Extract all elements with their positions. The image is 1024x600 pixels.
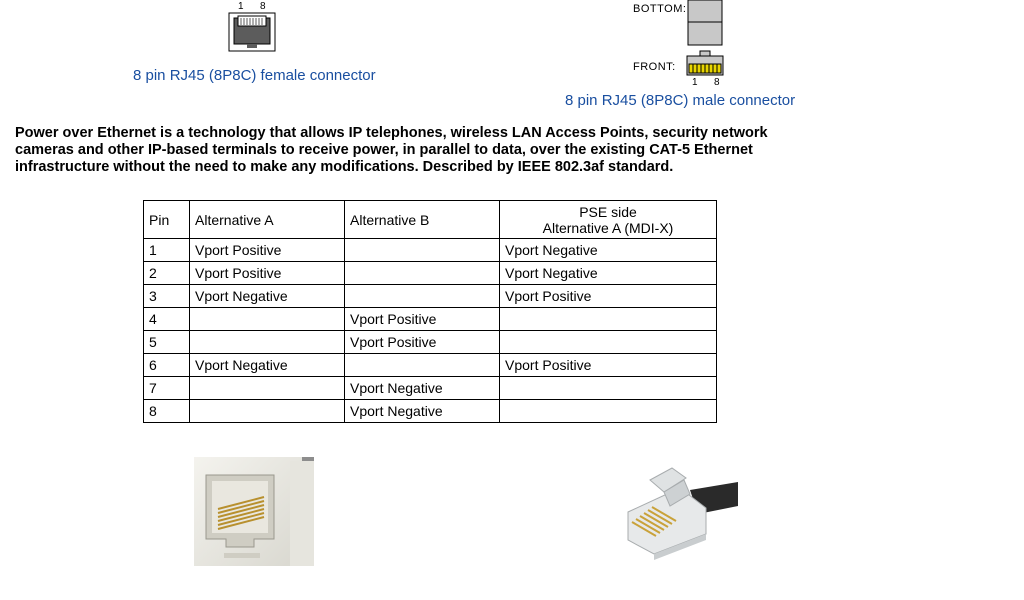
cell-pin: 2: [144, 262, 190, 285]
cell-alt-b: [345, 239, 500, 262]
cell-alt-a: Vport Positive: [190, 239, 345, 262]
table-row: [144, 354, 717, 377]
table-row: [144, 331, 717, 354]
cell-pse: Vport Positive: [500, 285, 717, 308]
bottom-label: BOTTOM:: [633, 3, 687, 15]
cell-alt-b: Vport Positive: [345, 308, 500, 331]
table-row: [144, 239, 717, 262]
table-row: [144, 377, 717, 400]
cell-alt-b: [345, 354, 500, 377]
cell-alt-b: Vport Positive: [345, 331, 500, 354]
table-row: [144, 308, 717, 331]
cell-pse: Vport Negative: [500, 262, 717, 285]
rj45-male-diagram-icon: [686, 50, 726, 77]
cell-alt-b: Vport Negative: [345, 377, 500, 400]
cell-pse: [500, 400, 717, 423]
female-pin-8-label: 8: [260, 1, 266, 12]
cell-alt-a: [190, 308, 345, 331]
header-pin: Pin: [144, 201, 190, 239]
cell-alt-b: [345, 285, 500, 308]
poe-pinout-table: [143, 200, 717, 423]
male-pin-8-label: 8: [714, 77, 720, 88]
rj45-female-jack-photo: [194, 457, 314, 566]
rj45-male-bottom-view-icon: [687, 0, 725, 48]
header-pse-line1: PSE side: [579, 203, 637, 220]
front-label: FRONT:: [633, 61, 676, 73]
cell-alt-a: Vport Negative: [190, 354, 345, 377]
header-alternative-b: Alternative B: [345, 201, 500, 239]
cell-pin: 5: [144, 331, 190, 354]
cell-pin: 8: [144, 400, 190, 423]
cell-alt-a: Vport Positive: [190, 262, 345, 285]
cell-alt-a: [190, 377, 345, 400]
table-row: [144, 285, 717, 308]
table-header-row: [144, 201, 717, 239]
cell-pin: 7: [144, 377, 190, 400]
cell-pse: [500, 377, 717, 400]
male-connector-caption: 8 pin RJ45 (8P8C) male connector: [565, 92, 796, 109]
cell-pin: 4: [144, 308, 190, 331]
cell-pse: [500, 308, 717, 331]
cell-pse: Vport Positive: [500, 354, 717, 377]
header-pse-line2: Alternative A (MDI-X): [542, 219, 674, 236]
table-row: [144, 262, 717, 285]
cell-alt-a: [190, 400, 345, 423]
cell-alt-a: [190, 331, 345, 354]
cell-pin: 3: [144, 285, 190, 308]
cell-alt-b: [345, 262, 500, 285]
cell-pse: [500, 331, 717, 354]
female-pin-1-label: 1: [238, 1, 244, 12]
female-connector-caption: 8 pin RJ45 (8P8C) female connector: [133, 67, 376, 84]
table-row: [144, 400, 717, 423]
poe-description: Power over Ethernet is a technology that allows IP telephones, wireless LAN Access Points, security network cameras and other IP-based terminals to receive power, in parallel to data, over the existing CAT-5 Ethernet infrastructure without the need to make any modifications. Described by IEEE 802.3af standard.: [15, 125, 768, 175]
cell-alt-b: Vport Negative: [345, 400, 500, 423]
cell-pse: Vport Negative: [500, 239, 717, 262]
rj45-female-diagram-icon: [228, 12, 278, 53]
cell-alt-a: Vport Negative: [190, 285, 345, 308]
male-pin-1-label: 1: [692, 77, 698, 88]
rj45-male-plug-photo: [620, 462, 740, 560]
cell-pin: 6: [144, 354, 190, 377]
cell-pin: 1: [144, 239, 190, 262]
header-pse-side: [500, 201, 717, 239]
header-alternative-a: Alternative A: [190, 201, 345, 239]
